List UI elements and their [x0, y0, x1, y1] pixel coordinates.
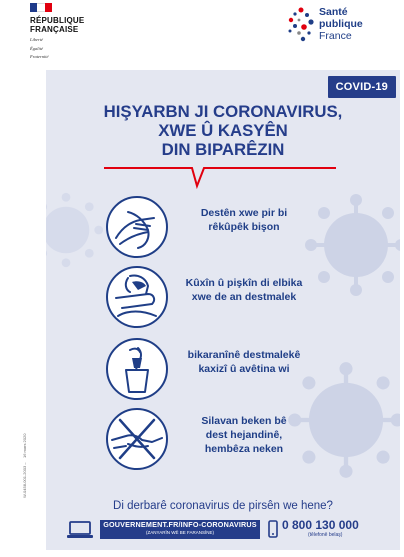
- laptop-icon: [66, 521, 94, 539]
- print-code: W-0458-001-2003 –: [22, 462, 27, 498]
- republique-francaise-logo: [30, 3, 100, 60]
- advice-text: [184, 414, 304, 456]
- advice-text: [184, 276, 304, 304]
- french-flag-icon: [30, 3, 52, 12]
- advice-line: bikaranînê destmalekê: [187, 349, 301, 361]
- title-line-3: DIN BIPARÊZIN: [161, 140, 285, 159]
- spf-line-2: publique: [319, 18, 363, 30]
- advice-item-tissue-bin: [106, 338, 376, 404]
- virus-background-icon: [46, 190, 106, 270]
- title-line-1: HIŞYARBN JI CORONAVIRUS,: [103, 102, 343, 121]
- advice-line: Kûxîn û pişkîn di elbika: [185, 277, 303, 289]
- contact-footer: [46, 518, 400, 544]
- advice-line: Silavan beken bê: [201, 415, 287, 427]
- advice-line: rêkûpêk bişon: [208, 221, 280, 233]
- speech-bubble-line-icon: [104, 162, 336, 190]
- no-handshake-icon: [106, 408, 168, 470]
- covid-badge: COVID-19: [328, 76, 396, 98]
- motto-egalite: Égalité: [30, 45, 43, 51]
- info-url-note: (ZANYARÎN WÊ BE FARANSÎNE): [146, 530, 214, 535]
- advice-item-elbow-cough: [106, 266, 376, 332]
- info-url-link[interactable]: [100, 520, 260, 539]
- advice-line: kaxizî û avêtina wi: [198, 363, 290, 375]
- republique-line-2: FRANÇAISE: [30, 25, 79, 34]
- motto-liberte: Liberté: [30, 37, 43, 42]
- advice-text: [184, 348, 304, 376]
- elbow-cough-icon: [106, 266, 168, 328]
- spf-line-3: France: [319, 30, 352, 42]
- advice-line: dest hejandinê,: [205, 429, 283, 441]
- advice-item-hand-washing: [106, 196, 376, 262]
- question-text: Di derbarê coronavirus de pirsên we hene?: [113, 500, 333, 512]
- hand-washing-icon: [106, 196, 168, 258]
- republique-line-1: RÉPUBLIQUE: [30, 16, 85, 25]
- advice-item-no-handshake: [106, 408, 376, 474]
- advice-text: [184, 206, 304, 234]
- spf-line-1: Santé: [319, 6, 348, 18]
- hotline-number[interactable]: 0 800 130 000: [282, 518, 359, 532]
- poster-panel: [46, 70, 400, 550]
- advice-line: xwe de an destmalek: [191, 291, 297, 303]
- motto-fraternite: Fraternité: [30, 54, 49, 59]
- advice-line: Destên xwe pir bi: [200, 207, 288, 219]
- title-line-2: XWE Û KASYÊN: [158, 121, 288, 140]
- phone-icon: [268, 520, 278, 538]
- tissue-bin-icon: [106, 338, 168, 400]
- info-url: GOUVERNEMENT.FR/INFO-CORONAVIRUS: [103, 520, 257, 529]
- advice-line: hembêza neken: [204, 443, 284, 455]
- spf-dots-icon: [287, 6, 317, 46]
- print-date: 16 mars 2020: [22, 433, 27, 458]
- sante-publique-france-logo: [287, 4, 399, 50]
- hotline-note: (têlefonê belaş): [308, 532, 343, 538]
- poster-title: [46, 102, 400, 159]
